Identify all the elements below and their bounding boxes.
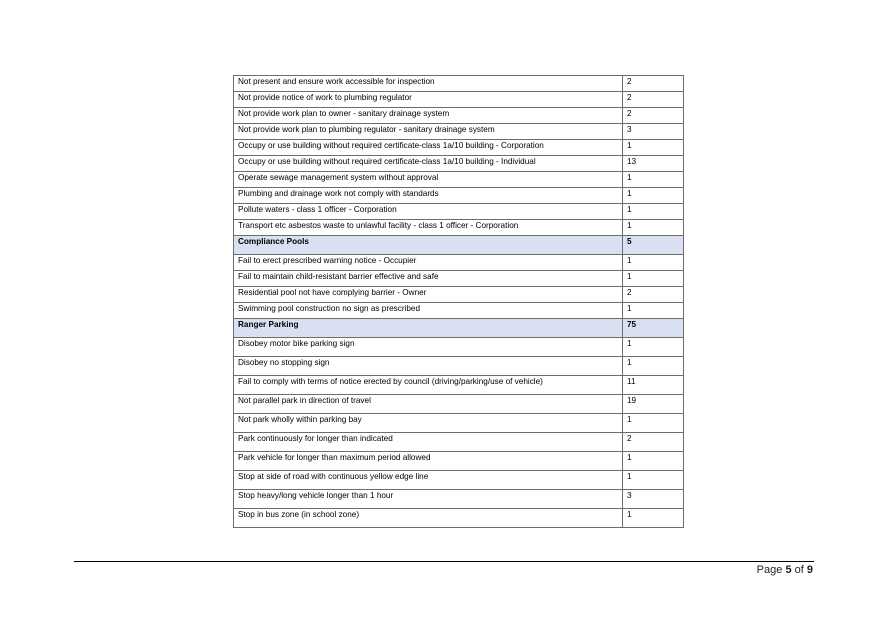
count-cell: 2	[623, 108, 684, 124]
offence-cell: Disobey motor bike parking sign	[234, 338, 623, 357]
table-row	[234, 303, 684, 319]
count-cell: 1	[623, 471, 684, 490]
table-row	[234, 140, 684, 156]
table-row	[234, 108, 684, 124]
table-row	[234, 255, 684, 271]
count-cell: 1	[623, 188, 684, 204]
count-cell: 1	[623, 172, 684, 188]
count-cell: 1	[623, 303, 684, 319]
table-row	[234, 452, 684, 471]
count-cell: 1	[623, 338, 684, 357]
count-cell: 3	[623, 124, 684, 140]
offence-cell: Not provide work plan to plumbing regulator - sanitary drainage system	[234, 124, 623, 140]
table-row	[234, 220, 684, 236]
table-row	[234, 271, 684, 287]
count-cell: 1	[623, 509, 684, 528]
page-number	[757, 564, 813, 576]
offence-cell: Not parallel park in direction of travel	[234, 395, 623, 414]
count-cell: 11	[623, 376, 684, 395]
count-cell: 1	[623, 357, 684, 376]
count-cell: 1	[623, 140, 684, 156]
offence-cell: Occupy or use building without required certificate-class 1a/10 building - Individual	[234, 156, 623, 172]
section-title: Compliance Pools	[234, 236, 623, 255]
table-row	[234, 471, 684, 490]
table-row	[234, 287, 684, 303]
offence-cell: Swimming pool construction no sign as prescribed	[234, 303, 623, 319]
offence-cell: Stop in bus zone (in school zone)	[234, 509, 623, 528]
offence-cell: Pollute waters - class 1 officer - Corporation	[234, 204, 623, 220]
offence-cell: Not provide notice of work to plumbing regulator	[234, 92, 623, 108]
count-cell: 2	[623, 433, 684, 452]
offence-cell: Not provide work plan to owner - sanitary drainage system	[234, 108, 623, 124]
count-cell: 1	[623, 452, 684, 471]
count-cell: 13	[623, 156, 684, 172]
section-title: Ranger Parking	[234, 319, 623, 338]
count-cell: 19	[623, 395, 684, 414]
offence-cell: Fail to erect prescribed warning notice - Occupier	[234, 255, 623, 271]
table-row	[234, 433, 684, 452]
section-total: 75	[623, 319, 684, 338]
table-row	[234, 357, 684, 376]
table-row	[234, 172, 684, 188]
offence-cell: Fail to comply with terms of notice erected by council (driving/parking/use of vehicle)	[234, 376, 623, 395]
table-row	[234, 124, 684, 140]
offence-cell: Stop heavy/long vehicle longer than 1 hour	[234, 490, 623, 509]
table-row	[234, 414, 684, 433]
count-cell: 1	[623, 271, 684, 287]
page-word: Page	[756, 564, 783, 576]
offence-cell: Fail to maintain child-resistant barrier effective and safe	[234, 271, 623, 287]
offence-cell: Park continuously for longer than indicated	[234, 433, 623, 452]
table-row	[234, 509, 684, 528]
offence-cell: Park vehicle for longer than maximum period allowed	[234, 452, 623, 471]
section-header-row	[234, 236, 684, 255]
count-cell: 1	[623, 220, 684, 236]
offence-cell: Occupy or use building without required certificate-class 1a/10 building - Corporation	[234, 140, 623, 156]
table-row	[234, 156, 684, 172]
count-cell: 2	[623, 287, 684, 303]
footer-divider	[74, 561, 814, 562]
table-row	[234, 490, 684, 509]
offence-table-container	[233, 75, 683, 528]
offence-cell: Operate sewage management system without approval	[234, 172, 623, 188]
offence-cell: Not present and ensure work accessible for inspection	[234, 76, 623, 92]
count-cell: 3	[623, 490, 684, 509]
count-cell: 1	[623, 414, 684, 433]
offence-cell: Residential pool not have complying barrier - Owner	[234, 287, 623, 303]
table-row	[234, 395, 684, 414]
table-row	[234, 188, 684, 204]
count-cell: 2	[623, 76, 684, 92]
table-row	[234, 204, 684, 220]
of-word: of	[794, 564, 804, 576]
section-total: 5	[623, 236, 684, 255]
count-cell: 1	[623, 255, 684, 271]
table-row	[234, 76, 684, 92]
offence-cell: Plumbing and drainage work not comply with standards	[234, 188, 623, 204]
count-cell: 2	[623, 92, 684, 108]
table-row	[234, 376, 684, 395]
table-row	[234, 338, 684, 357]
offence-table	[233, 75, 684, 528]
offence-cell: Not park wholly within parking bay	[234, 414, 623, 433]
table-row	[234, 92, 684, 108]
count-cell: 1	[623, 204, 684, 220]
offence-table-body	[234, 76, 684, 528]
current-page: 5	[785, 564, 792, 576]
total-pages: 9	[806, 564, 813, 576]
offence-cell: Disobey no stopping sign	[234, 357, 623, 376]
section-header-row	[234, 319, 684, 338]
offence-cell: Stop at side of road with continuous yellow edge line	[234, 471, 623, 490]
offence-cell: Transport etc asbestos waste to unlawful facility - class 1 officer - Corporation	[234, 220, 623, 236]
